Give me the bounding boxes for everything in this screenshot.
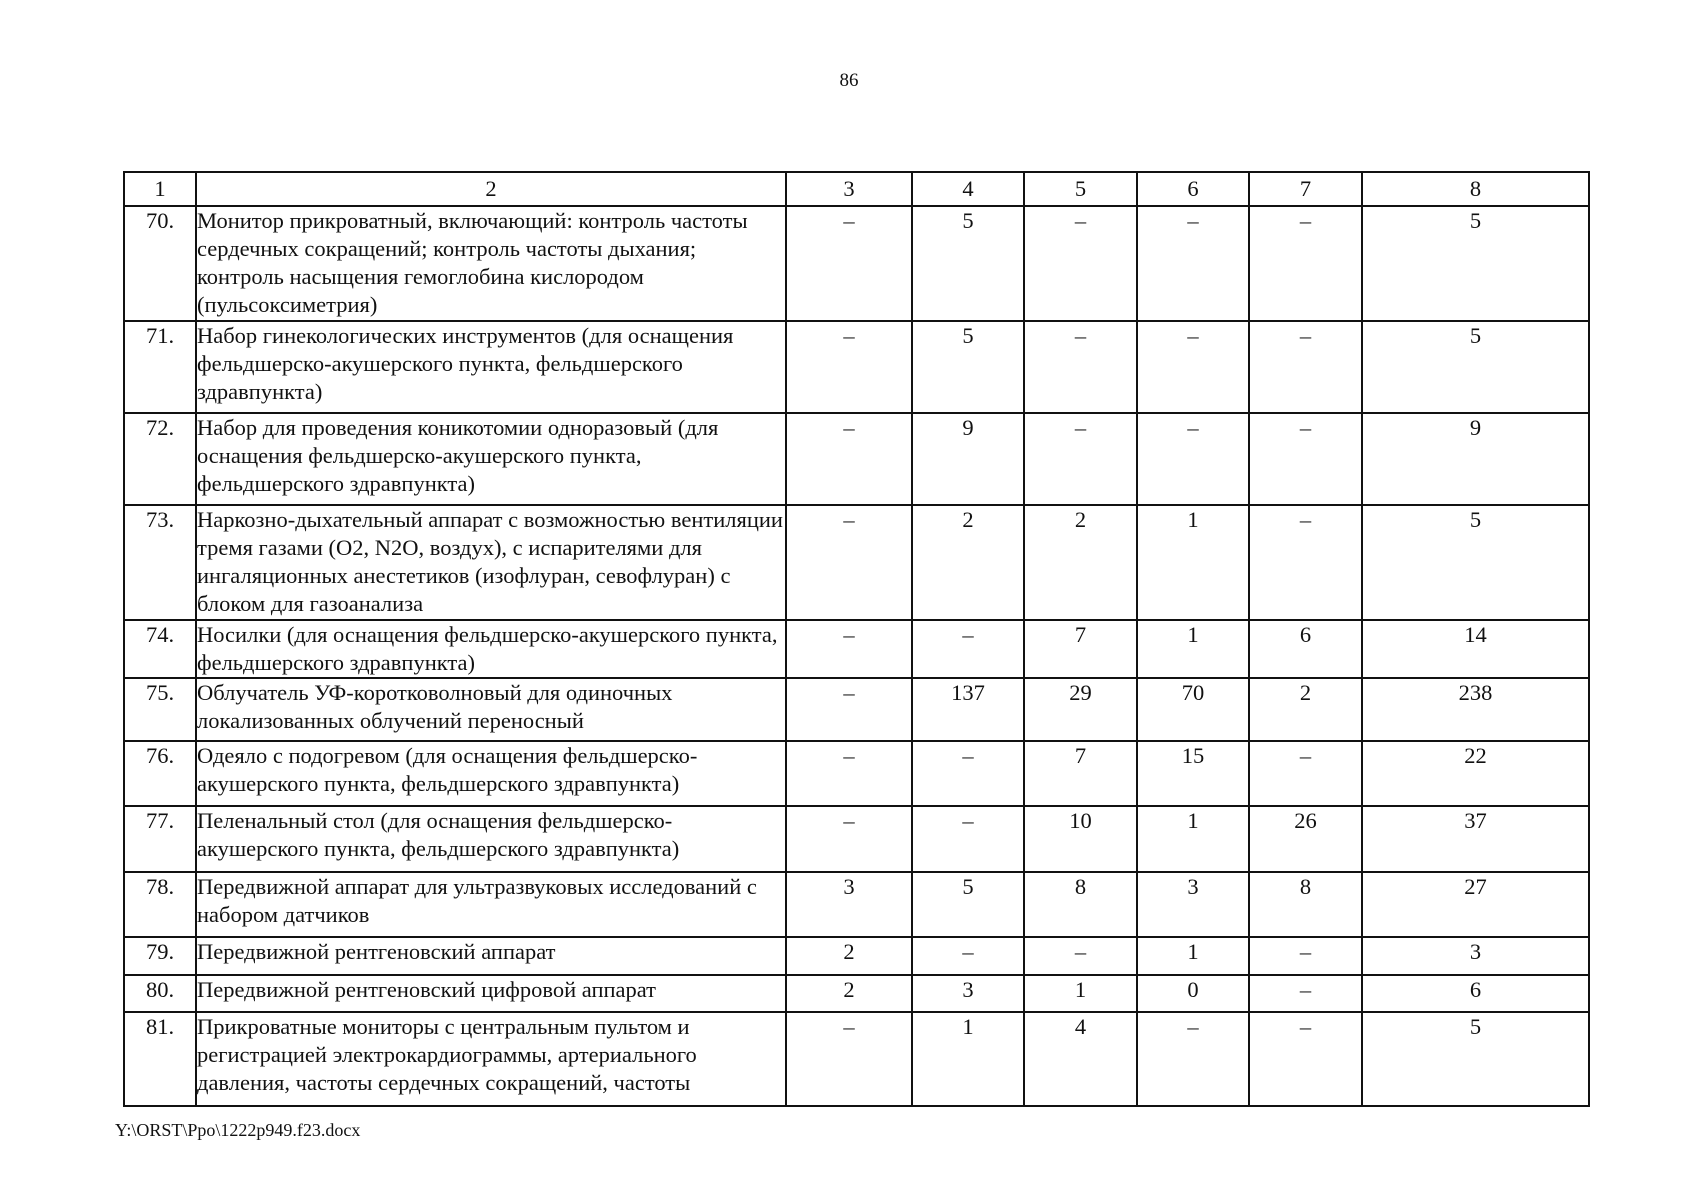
value-cell: – <box>1249 975 1362 1012</box>
value-cell: 1 <box>1024 975 1137 1012</box>
value-cell: – <box>1137 206 1249 321</box>
table-row <box>124 678 1589 741</box>
value-cell: – <box>1249 413 1362 505</box>
value-cell: – <box>1249 206 1362 321</box>
row-number: 76. <box>124 741 196 806</box>
value-cell: 0 <box>1137 975 1249 1012</box>
equipment-name: Монитор прикроватный, включающий: контроль частоты сердечных сокращений; контроль частоты дыхания; контроль насыщения гемоглобина кислородом (пульсоксиметрия) <box>196 206 786 321</box>
value-cell: 5 <box>1362 321 1589 413</box>
table-row <box>124 975 1589 1012</box>
value-cell: 2 <box>912 505 1024 620</box>
value-cell: – <box>1137 321 1249 413</box>
value-cell: – <box>1249 937 1362 975</box>
value-cell: – <box>786 678 912 741</box>
value-cell: 1 <box>1137 937 1249 975</box>
table-row <box>124 806 1589 872</box>
row-number: 79. <box>124 937 196 975</box>
value-cell: 3 <box>1362 937 1589 975</box>
value-cell: 5 <box>1362 505 1589 620</box>
value-cell: – <box>1024 413 1137 505</box>
value-cell: 8 <box>1024 872 1137 937</box>
row-number: 81. <box>124 1012 196 1106</box>
value-cell: – <box>1137 413 1249 505</box>
value-cell: – <box>912 806 1024 872</box>
column-header: 6 <box>1137 172 1249 206</box>
equipment-name: Набор гинекологических инструментов (для оснащения фельдшерско-акушерского пункта, фельдшерского здравпункта) <box>196 321 786 413</box>
value-cell: 7 <box>1024 620 1137 678</box>
value-cell: – <box>786 505 912 620</box>
value-cell: 137 <box>912 678 1024 741</box>
table-row <box>124 413 1589 505</box>
table-body <box>124 206 1589 1106</box>
value-cell: – <box>786 206 912 321</box>
value-cell: – <box>786 806 912 872</box>
page-number: 86 <box>839 70 859 91</box>
table-row <box>124 206 1589 321</box>
row-number: 74. <box>124 620 196 678</box>
value-cell: 4 <box>1024 1012 1137 1106</box>
value-cell: 5 <box>912 321 1024 413</box>
value-cell: 6 <box>1249 620 1362 678</box>
table-row <box>124 321 1589 413</box>
value-cell: – <box>1137 1012 1249 1106</box>
value-cell: – <box>912 937 1024 975</box>
footer-file-path: Y:\ORST\Ppo\1222p949.f23.docx <box>115 1120 361 1140</box>
value-cell: – <box>1024 321 1137 413</box>
value-cell: 9 <box>1362 413 1589 505</box>
column-header: 4 <box>912 172 1024 206</box>
value-cell: 7 <box>1024 741 1137 806</box>
value-cell: 10 <box>1024 806 1137 872</box>
header-row <box>124 172 1589 206</box>
value-cell: – <box>1249 741 1362 806</box>
table-row <box>124 505 1589 620</box>
value-cell: 5 <box>1362 1012 1589 1106</box>
value-cell: – <box>1249 321 1362 413</box>
value-cell: 2 <box>786 975 912 1012</box>
table-row <box>124 937 1589 975</box>
column-header: 2 <box>196 172 786 206</box>
value-cell: 1 <box>1137 806 1249 872</box>
column-header: 8 <box>1362 172 1589 206</box>
row-number: 72. <box>124 413 196 505</box>
value-cell: 26 <box>1249 806 1362 872</box>
value-cell: 3 <box>1137 872 1249 937</box>
value-cell: 5 <box>1362 206 1589 321</box>
value-cell: 15 <box>1137 741 1249 806</box>
value-cell: 2 <box>1024 505 1137 620</box>
value-cell: 3 <box>912 975 1024 1012</box>
equipment-name: Носилки (для оснащения фельдшерско-акушерского пункта, фельдшерского здравпункта) <box>196 620 786 678</box>
value-cell: 5 <box>912 872 1024 937</box>
value-cell: 6 <box>1362 975 1589 1012</box>
equipment-name: Пеленальный стол (для оснащения фельдшерско-акушерского пункта, фельдшерского здравпункта) <box>196 806 786 872</box>
column-header: 3 <box>786 172 912 206</box>
equipment-name: Передвижной рентгеновский аппарат <box>196 937 786 975</box>
equipment-name: Облучатель УФ-коротковолновый для одиночных локализованных облучений переносный <box>196 678 786 741</box>
column-header: 5 <box>1024 172 1137 206</box>
value-cell: – <box>1024 206 1137 321</box>
equipment-name: Передвижной аппарат для ультразвуковых исследований с набором датчиков <box>196 872 786 937</box>
row-number: 73. <box>124 505 196 620</box>
value-cell: – <box>786 620 912 678</box>
equipment-name: Набор для проведения коникотомии одноразовый (для оснащения фельдшерско-акушерского пункта, фельдшерского здравпункта) <box>196 413 786 505</box>
value-cell: 1 <box>1137 505 1249 620</box>
table-row <box>124 1012 1589 1106</box>
value-cell: 5 <box>912 206 1024 321</box>
value-cell: – <box>912 620 1024 678</box>
value-cell: – <box>786 1012 912 1106</box>
value-cell: 3 <box>786 872 912 937</box>
row-number: 80. <box>124 975 196 1012</box>
equipment-table <box>123 171 1590 1107</box>
column-header: 7 <box>1249 172 1362 206</box>
value-cell: 29 <box>1024 678 1137 741</box>
row-number: 70. <box>124 206 196 321</box>
table-row <box>124 620 1589 678</box>
value-cell: 9 <box>912 413 1024 505</box>
equipment-name: Прикроватные мониторы с центральным пультом и регистрацией электрокардиограммы, артериального давления, частоты сердечных сокращений, частоты <box>196 1012 786 1106</box>
value-cell: 2 <box>1249 678 1362 741</box>
value-cell: 1 <box>912 1012 1024 1106</box>
value-cell: 22 <box>1362 741 1589 806</box>
value-cell: – <box>1024 937 1137 975</box>
equipment-name: Наркозно-дыхательный аппарат с возможностью вентиляции тремя газами (O2, N2O, воздух), с испарителями для ингаляционных анестетиков (изофлуран, севофлуран) с блоком для газоанализа <box>196 505 786 620</box>
row-number: 71. <box>124 321 196 413</box>
value-cell: 1 <box>1137 620 1249 678</box>
equipment-name: Одеяло с подогревом (для оснащения фельдшерско-акушерского пункта, фельдшерского здравпункта) <box>196 741 786 806</box>
equipment-name: Передвижной рентгеновский цифровой аппарат <box>196 975 786 1012</box>
value-cell: 8 <box>1249 872 1362 937</box>
value-cell: – <box>786 321 912 413</box>
row-number: 78. <box>124 872 196 937</box>
value-cell: 238 <box>1362 678 1589 741</box>
value-cell: – <box>786 413 912 505</box>
value-cell: 70 <box>1137 678 1249 741</box>
value-cell: – <box>1249 1012 1362 1106</box>
row-number: 77. <box>124 806 196 872</box>
table-row <box>124 741 1589 806</box>
table-row <box>124 872 1589 937</box>
value-cell: – <box>912 741 1024 806</box>
value-cell: – <box>1249 505 1362 620</box>
row-number: 75. <box>124 678 196 741</box>
value-cell: 2 <box>786 937 912 975</box>
column-header: 1 <box>124 172 196 206</box>
value-cell: – <box>786 741 912 806</box>
value-cell: 27 <box>1362 872 1589 937</box>
value-cell: 14 <box>1362 620 1589 678</box>
value-cell: 37 <box>1362 806 1589 872</box>
